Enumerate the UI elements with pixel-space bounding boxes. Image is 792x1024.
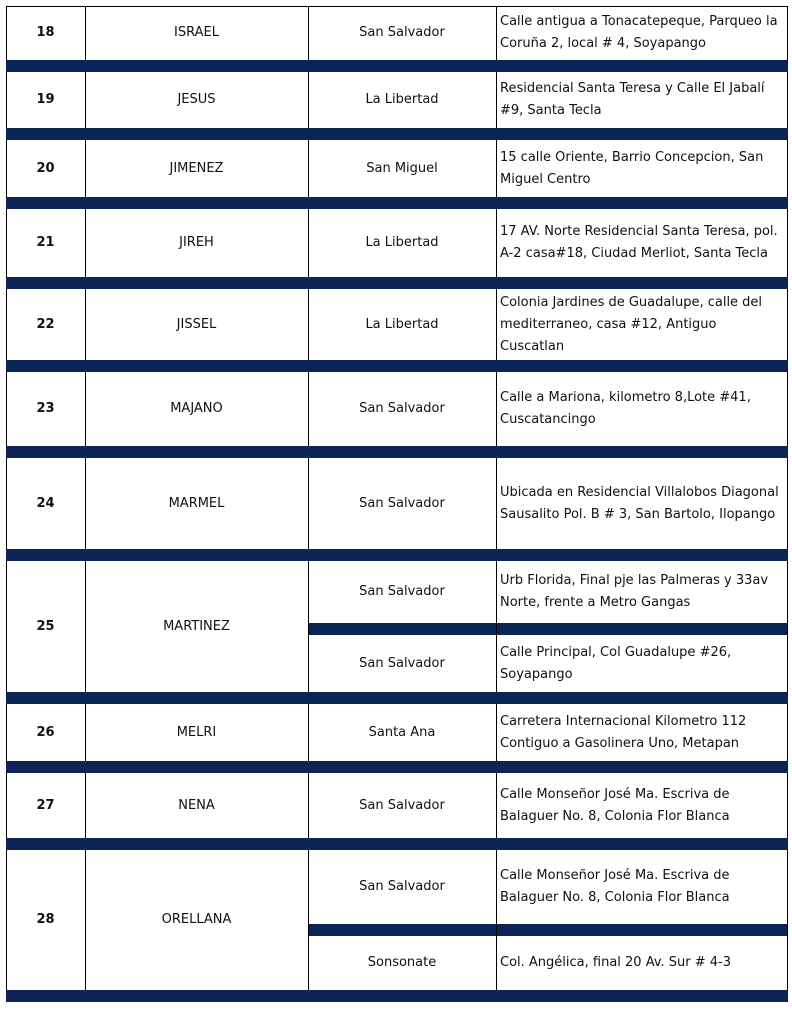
column-divider — [85, 372, 86, 446]
column-divider — [85, 289, 86, 360]
column-divider — [496, 289, 497, 360]
column-divider — [85, 72, 86, 128]
column-divider — [6, 140, 7, 197]
row-separator-bar — [6, 128, 788, 140]
address-cell: Calle antigua a Tonacatepeque, Parqueo la Coruña 2, local # 4, Soyapango — [500, 14, 778, 51]
column-divider — [496, 209, 497, 277]
column-divider — [787, 773, 788, 838]
department-cell: San Miguel — [366, 160, 438, 176]
department-cell: San Salvador — [359, 25, 445, 40]
row-number: 23 — [36, 401, 55, 416]
column-divider — [85, 458, 86, 549]
column-divider — [85, 773, 86, 838]
column-divider — [308, 850, 309, 990]
row-name: JIMENEZ — [169, 160, 224, 176]
column-divider — [496, 140, 497, 197]
column-divider — [308, 773, 309, 838]
department-cell: San Salvador — [359, 401, 445, 416]
row-name: MAJANO — [170, 401, 223, 416]
column-divider — [787, 209, 788, 277]
row-name: ISRAEL — [174, 25, 219, 40]
column-divider — [496, 458, 497, 549]
row-number: 21 — [36, 235, 55, 250]
row-separator-bar — [6, 838, 788, 850]
address-cell: Ubicada en Residencial Villalobos Diagonal Sausalito Pol. B # 3, San Bartolo, Ilopango — [500, 484, 779, 522]
column-divider — [6, 850, 7, 990]
department-cell: San Salvador — [359, 879, 445, 894]
column-divider — [6, 6, 7, 60]
row-number: 19 — [36, 92, 55, 107]
row-number: 24 — [36, 495, 55, 511]
column-divider — [787, 561, 788, 692]
column-divider — [787, 704, 788, 761]
column-divider — [85, 6, 86, 60]
column-divider — [308, 704, 309, 761]
department-cell: San Salvador — [359, 584, 445, 599]
column-divider — [496, 561, 497, 692]
row-separator-bar — [6, 692, 788, 704]
column-divider — [787, 140, 788, 197]
row-number: 27 — [36, 797, 55, 813]
column-divider — [6, 704, 7, 761]
column-divider — [6, 289, 7, 360]
address-cell: Calle Monseñor José Ma. Escriva de Balaguer No. 8, Colonia Flor Blanca — [500, 868, 730, 905]
row-name: MELRI — [176, 724, 217, 740]
department-cell: San Salvador — [359, 797, 445, 813]
column-divider — [308, 72, 309, 128]
row-separator-bar — [6, 360, 788, 372]
row-number: 25 — [36, 618, 55, 634]
column-divider — [496, 72, 497, 128]
address-cell: Colonia Jardines de Guadalupe, calle del mediterraneo, casa #12, Antiguo Cuscatlan — [500, 294, 763, 354]
column-divider — [85, 140, 86, 197]
column-divider — [6, 72, 7, 128]
column-divider — [6, 773, 7, 838]
column-divider — [496, 773, 497, 838]
row-separator-bar — [6, 549, 788, 561]
address-cell: 17 AV. Norte Residencial Santa Teresa, pol. A-2 casa#18, Ciudad Merliot, Santa Tecla — [500, 224, 778, 261]
column-divider — [496, 6, 497, 60]
department-cell: La Libertad — [365, 235, 439, 250]
column-divider — [85, 561, 86, 692]
column-divider — [787, 6, 788, 60]
address-cell: Calle Principal, Col Guadalupe #26, Soyapango — [500, 644, 732, 682]
column-divider — [308, 458, 309, 549]
row-separator-bar — [6, 197, 788, 209]
row-number: 22 — [36, 316, 55, 332]
column-divider — [6, 209, 7, 277]
address-cell: Carretera Internacional Kilometro 112 Contiguo a Gasolinera Uno, Metapan — [500, 713, 747, 751]
column-divider — [787, 72, 788, 128]
row-name: JIREH — [179, 235, 214, 250]
address-cell: 15 calle Oriente, Barrio Concepcion, San Miguel Centro — [500, 149, 764, 187]
column-divider — [787, 372, 788, 446]
column-divider — [787, 850, 788, 990]
row-name: MARMEL — [168, 495, 225, 511]
column-divider — [308, 289, 309, 360]
row-separator-bar — [6, 60, 788, 72]
column-divider — [308, 6, 309, 60]
row-number: 18 — [36, 25, 55, 40]
column-divider — [85, 704, 86, 761]
department-cell: San Salvador — [359, 655, 445, 671]
row-name: ORELLANA — [161, 912, 232, 927]
column-divider — [85, 850, 86, 990]
column-divider — [6, 561, 7, 692]
department-cell: La Libertad — [365, 316, 439, 332]
row-name: JISSEL — [176, 316, 217, 332]
column-divider — [308, 561, 309, 692]
address-cell: Calle Monseñor José Ma. Escriva de Balaguer No. 8, Colonia Flor Blanca — [500, 786, 730, 824]
column-divider — [308, 209, 309, 277]
row-separator-bar — [6, 761, 788, 773]
row-number: 20 — [36, 160, 55, 176]
address-cell: Urb Florida, Final pje las Palmeras y 33av Norte, frente a Metro Gangas — [500, 573, 769, 610]
column-divider — [6, 458, 7, 549]
column-divider — [308, 372, 309, 446]
row-number: 28 — [36, 912, 55, 927]
column-divider — [496, 704, 497, 761]
column-divider — [496, 850, 497, 990]
row-separator-bar — [6, 446, 788, 458]
row-separator-bar — [6, 277, 788, 289]
row-name: JESUS — [177, 92, 216, 107]
address-cell: Calle a Mariona, kilometro 8,Lote #41, Cuscatancingo — [500, 390, 751, 427]
column-divider — [85, 209, 86, 277]
column-divider — [308, 140, 309, 197]
row-name: MARTINEZ — [163, 618, 230, 634]
department-cell: Sonsonate — [367, 955, 437, 970]
inner-separator-bar — [308, 623, 787, 635]
column-divider — [787, 458, 788, 549]
row-separator-bar — [6, 990, 788, 1002]
department-cell: La Libertad — [365, 92, 439, 107]
column-divider — [787, 289, 788, 360]
address-cell: Col. Angélica, final 20 Av. Sur # 4-3 — [500, 955, 732, 970]
column-divider — [496, 372, 497, 446]
department-cell: San Salvador — [359, 495, 445, 511]
inner-separator-bar — [308, 924, 787, 936]
row-number: 26 — [36, 724, 55, 740]
address-cell: Residencial Santa Teresa y Calle El Jabalí #9, Santa Tecla — [500, 81, 765, 118]
department-cell: Santa Ana — [368, 724, 436, 740]
row-name: NENA — [178, 797, 215, 813]
column-divider — [6, 372, 7, 446]
